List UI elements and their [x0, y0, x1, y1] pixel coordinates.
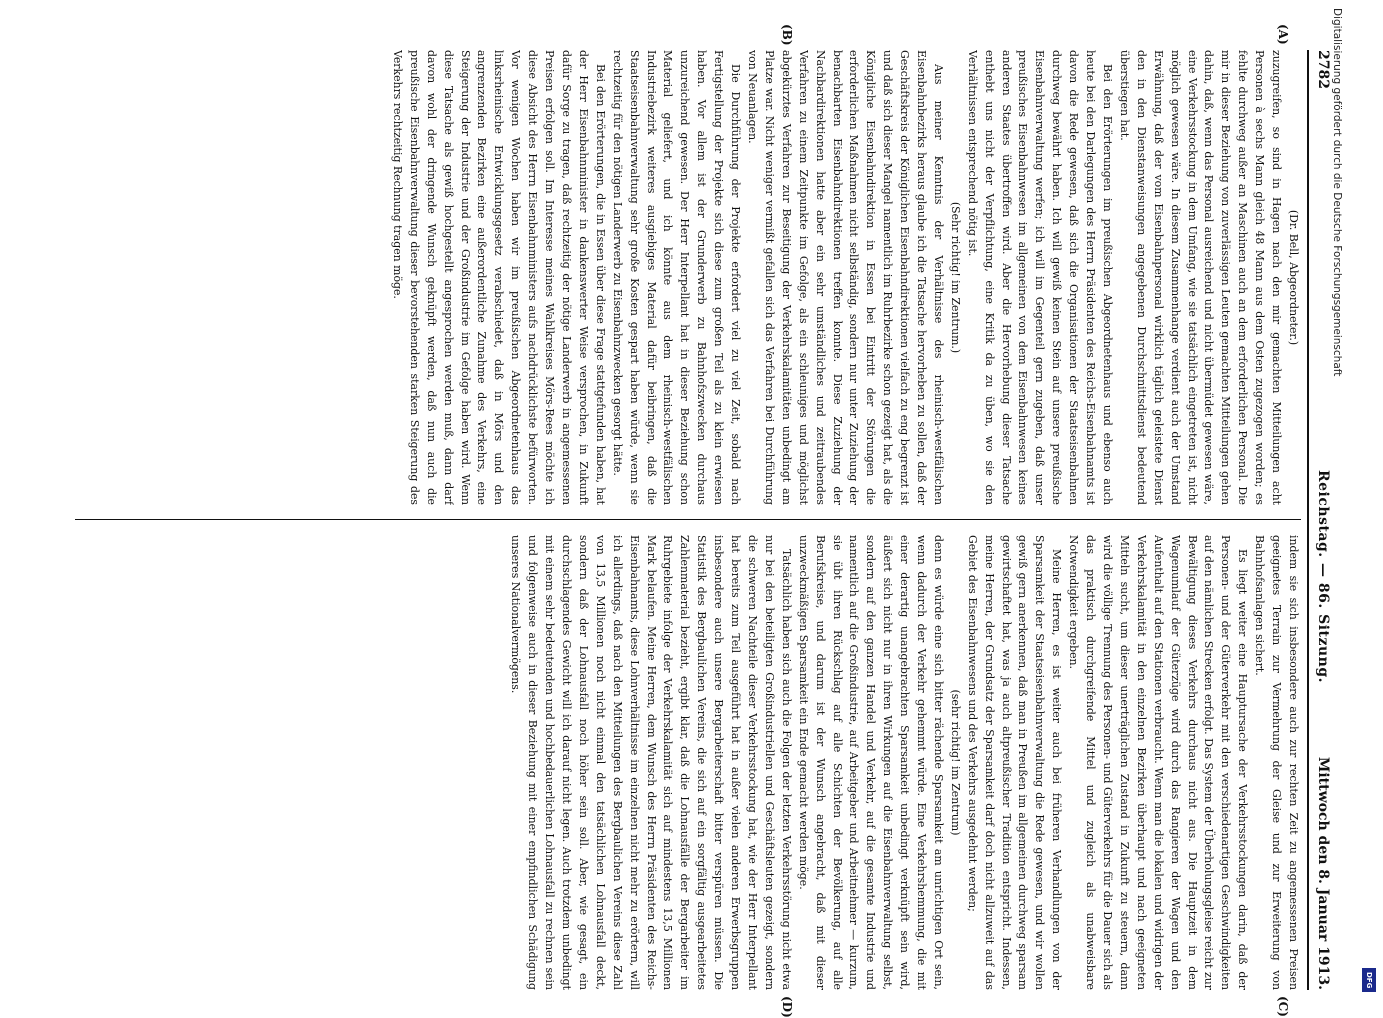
paragraph: Es liegt weiter eine Hauptursache der Verkehrsstockungen darin, daß der Personen- und der Güterverkehr mit den verschiedenartigen Geschwindigkeiten auf den nämlichen Strecken erfolgt. Das System der Überholungsgleise reicht zur Bewältigung dieses Verkehrs durchaus nicht aus. Die Hauptzeit in dem Wagenumlauf der Güterzüge wird durch das Rangieren der Wagen und den Aufenthalt auf den Stationen verbraucht. Wenn man die lokalen und widrigen der Verkehrskalamität in den einzelnen Bezirken überhaupt und nach geeigneten Mitteln sucht, um dieser unerträglichen Zustand in Zukunft zu steuern, dann wird die völlige Trennung des Personen- und Güterverkehrs für die Dauer sich als das praktisch durchgreifende Mittel und zugleich als unabweisbare Notwendigkeit ergeben. [1067, 535, 1250, 990]
session-title: Reichstag. — 86. Sitzung. [1315, 470, 1331, 683]
paragraph: zuzugreifen, so sind in Hagen nach den mir gemachten Mitteilungen acht Personen à sechs Mann gleich 48 Mann aus dem Osten zugezogen worden; es fehlte durchweg außer an Maschinen auch an dem erforderlichen Personal. Die mir in dieser Beziehung von zuverlässigen Leuten gemachten Mitteilungen gehen dahin, daß, wenn das Personal ausreichend und nicht übermüdet gewesen wäre, eine Verkehrsstockung in dem Umfang, wie sie tatsächlich eingetreten ist, nicht möglich gewesen wäre. In diesem Zusammenhange verdient auch der Umstand Erwähnung, daß der vom Eisenbahnpersonal wirklich täglich geleistete Dienst den in den Dienstanweisungen angegebenen Durchschnittsdienst bedeutend überstiegen hat. [1117, 50, 1284, 505]
margin-marker-c: (C) [1276, 996, 1290, 1017]
margin-marker-a: (A) [1276, 24, 1290, 45]
rotated-page [75, 24, 1335, 1018]
dfg-logo-icon: DFG [1362, 968, 1376, 992]
paragraph: denn es würde eine sich bitter rächende Sparsamkeit am unrichtigen Ort sein, wenn dadurch der Verkehr gehemmt würde. Eine Verkehrshemmung, die mit einer derartig unangebrachten Sparsamkeit unbedingt verknüpft sein wird, äußert sich nicht nur in ihren Wirkungen auf die Eisenbahnverwaltung selbst, sondern auf den ganzen Handel und Verkehr, auf die gesamte Industrie und namentlich auf die Großindustrie, auf Arbeitgeber und Arbeitnehmer — kurzum, sie übt ihren Rückschlag auf alle Schichten der Bevölkerung, auf alle Berufskreise, und darum ist der Wunsch angebracht, daß mit dieser unzweckmäßigen Sparsamkeit ein Ende gemacht werden möge. [796, 535, 945, 990]
margin-marker-d: (D) [780, 996, 794, 1018]
paragraph: Bei den Erörterungen, die in Essen über diese Frage stattgefunden haben, hat der Herr Eisenbahnminister in dankenswerter Weise versprochen, in Zukunft dafür Sorge zu tragen, daß rechtzeitig der nötige Landerwerb in angemessenen Preisen erfolgen soll. Im Interesse meines Wahlkreises Mörs-Rees möchte ich diese Absicht des Herrn Eisenbahnministers aufs nachdrücklichste befürworten. Vor wenigen Wochen haben wir im preußischen Abgeordnetenhaus das linksrheinische Entwicklungsgesetz verabschiedet, daß in Mörs und den angrenzenden Bezirken eine außerordentliche Zunahme des Verkehrs, eine Steigerung der Industrie und der Großindustrie im Gefolge haben wird. Wenn diese Tatsache als gewiß hochgestellt angesprochen werden muß, dann darf davon wohl der dringende Wunsch geknüpft werden, daß nun auch die preußische Eisenbahnverwaltung dieser bevorstehenden starken Steigerung des Verkehrs rechtzeitig Rechnung tragen möge. [390, 50, 607, 505]
paragraph: Bei den Erörterungen im preußischen Abgeordnetenhaus und ebenso auch heute bei den Darlegungen des Herrn Präsidenten des Reichs-Eisenbahnamts ist davon die Rede gewesen, daß sich die Organisationen der Staatseisenbahnen durchweg bewährt haben. Ich will gewiß keinen Stein auf unsere preußische Eisenbahnverwaltung werfen; ich will im Gegenteil gern zugeben, daß unser preußisches Eisenbahnwesen im allgemeinen von dem Eisenbahnwesen keines anderen Staates übertroffen wird. Aber die Hervorhebung dieser Tatsache enthebt uns nicht der Verpflichtung, eine Kritik da zu üben, wo sie den Verhältnissen entsprechend nötig ist. [965, 50, 1115, 505]
interjection: (Sehr richtig! im Zentrum.) [948, 201, 962, 354]
session-date: Mittwoch den 8. Januar 1913. [1315, 756, 1331, 990]
page-number: 2782 [1315, 50, 1331, 89]
margin-marker-b: (B) [780, 24, 794, 46]
column-divider [75, 519, 1301, 520]
speaker-note: (Dr. Bell, Abgeordneter.) [1287, 209, 1300, 346]
paragraph: Tatsächlich haben sich auch die Folgen der letzten Verkehrsstörung nicht etwa nur bei den beteiligten Großindustriellen und Geschäftsleuten gezeigt, sondern die schweren Nachteile dieser Verkehrsstockung hat, wie der Herr Interpellant hat bereits zum Teil ausgeführt hat in außer vielen anderen Erwerbsgruppen insbesondere auch unsere Bergarbeiterschaft bitter verspüren müssen. Die Statistik des Bergbaulichen Vereins, die sich auf ein sorgfältig ausgearbeitetes Zahlenmaterial bezieht, ergibt klar, daß die Lohnausfälle der Bergarbeiter im Ruhrgebiete infolge der Verkehrskalamität sich auf mindestens 13,5 Millionen Mark belaufen. Meine Herren, dem Wunsch des Herrn Präsidenten des Reichs-Eisenbahnamts, diese Lohnverhältnisse im einzelnen nicht mehr zu erörtern, will ich allerdings, daß nach den Mitteilungen des Bergbaulichen Vereins diese Zahl von 13,5 Millionen noch nicht einmal den tatsächlichen Lohnausfall deckt, sondern daß der Lohnausfall noch höher sein soll. Aber, wie gesagt, ein durchschlagendes Gewicht will ich darauf nicht legen. Auch trotzdem unbedingt mit einem sehr bedeutenden und hochbedauerlichen Lohnausfall zu rechnen sein und folgenweise auch in dieser Beziehung mit einer empfindlichen Schädigung unseres Nationalvermögens. [509, 535, 793, 990]
right-column [75, 535, 1301, 990]
paragraph: Die Durchführung der Projekte erfordert viel zu viel Zeit, sobald nach Fertigstellung der Projekte sich diese zum großen Teil als zu klein erwiesen haben. Vor allem ist der Grunderwerb zu Bahnhofszwecken durchaus unzureichend gewesen. Der Herr Interpellant hat in dieser Beziehung schon Material geliefert, und ich könnte aus dem rheinisch-westfälischen Industriebezirk weiteres ausgiebiges Material dafür beibringen, daß die Staatseisenbahnverwaltung sehr große Kosten gespart haben würde, wenn sie rechtzeitig für den nötigen Landerwerb zu Eisenbahnzwecken gesorgt hätte. [610, 50, 743, 505]
paragraph: Aus meiner Kenntnis der Verhältnisse des rheinisch-westfälischen Eisenbahnbezirks heraus glaube ich die Tatsache hervorheben zu sollen, daß der Geschäftskreis der Königlichen Eisenbahndirektionen vielfach zu eng begrenzt ist und daß sich dieser Mangel namentlich im Ruhrbezirke schon gezeigt hat, als die Königliche Eisenbahndirektion in Essen bei Eintritt der Störungen die erforderlichen Maßnahmen nicht selbständig, sondern nur unter Zuziehung der benachbarten Eisenbahndirektionen treffen konnte. Diese Zuziehung der Nachbardirektionen hatte aber ein sehr umständliches und zeitraubendes Verfahren zu einem Zeitpunkte im Gefolge, als ein schleuniges und möglichst abgekürztes Verfahren zur Beseitigung der Verkehrskalamitäten unbedingt am Platze war. Nicht weniger vermißt gefallen sich das Verfahren bei Durchführung von Neuanlagen. [746, 50, 945, 505]
digitization-credit: Digitalisierung gefördert durch die Deutsche Forschungsgemeinschaft [1331, 8, 1343, 377]
interjection: (sehr richtig! im Zentrum) [948, 689, 962, 836]
paragraph: indem sie sich insbesondere auch zur rechten Zeit zu angemessenen Preisen geeignetes Terrain zur Vermehrung der Gleise und zur Erweiterung von Bahnhofsanlagen sichert. [1253, 535, 1300, 990]
left-column [75, 50, 1301, 505]
paragraph: Meine Herren, es ist weiter auch bei früheren Verhandlungen von der Sparsamkeit der Staatseisenbahnverwaltung die Rede gewesen, und wir wollen gewiß gern anerkennen, daß man in Preußen im allgemeinen durchweg sparsam gewirtschaftet hat, was ja auch altpreußischer Tradition entspricht. Indessen, meine Herren, der Grundsatz der Sparsamkeit darf doch nicht allzuweit auf das Gebiet des Eisenbahnwesens und des Verkehrs ausgedehnt werden; [965, 535, 1064, 990]
